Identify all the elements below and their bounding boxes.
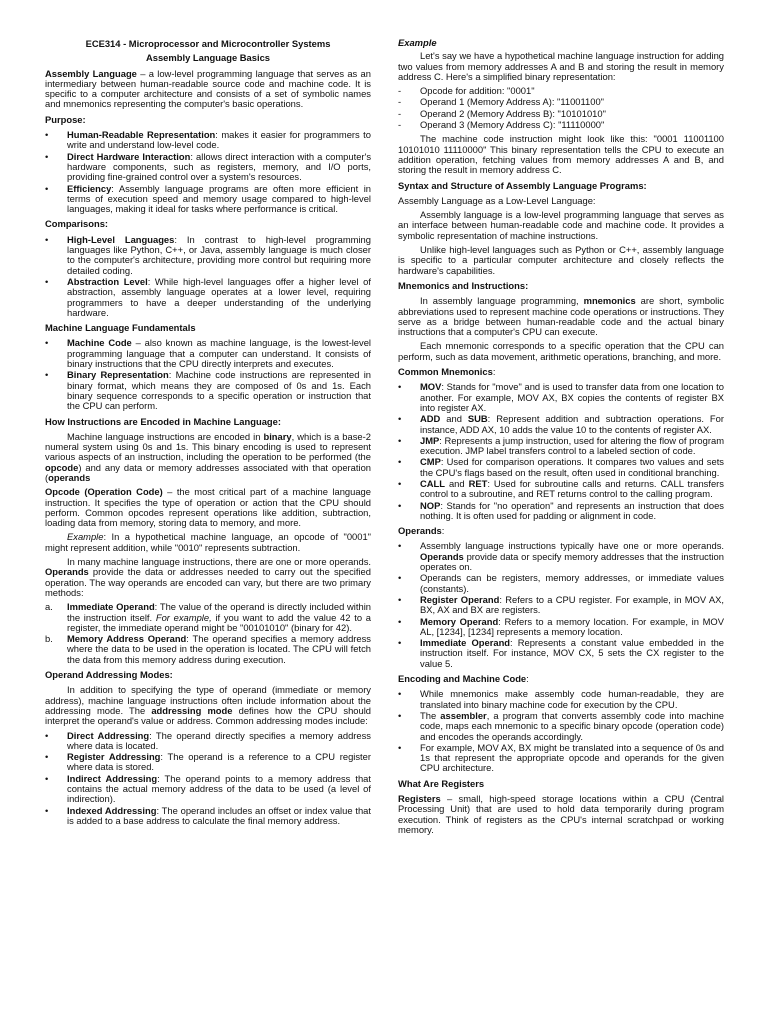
list-item: b. Memory Address Operand: The operand specifies a memory address where the data to be used in the operation is located. The CPU will fetch the data from this memory address during execution. — [45, 633, 371, 665]
document-title: ECE314 - Microprocessor and Microcontroller Systems — [85, 38, 331, 49]
list-item: • Abstraction Level: While high-level languages offer a higher level of abstraction, assembly language operates at a lower level, requiring programmers to have a deeper understanding of the underlying hardware. — [45, 275, 372, 318]
registers-heading: What Are Registers — [398, 777, 485, 789]
operand-methods-list — [45, 602, 371, 665]
example-paragraph: Let's say we have a hypothetical machine language instruction for adding two values from memory addresses A and B and storing the result in memory address C. Here's a simplified binary representation: — [398, 50, 724, 82]
mnemonics-paragraph-2: Each mnemonic corresponds to a specific operation that the CPU can perform, such as data movement, arithmetic operations, branching, and more. — [398, 340, 724, 362]
operands-paragraph: In many machine language instructions, there are one or more operands. Operands provide the data or addresses needed to carry out the specified operation. The way operands are encoded can vary, but there are two primary methods: — [45, 556, 371, 598]
list-item: • Machine Code – also known as machine language, is the lowest-level programming language that a computer can understand. It consists of binary instructions that the CPU directly interprets and executes. — [45, 337, 371, 370]
syntax-paragraph-1: Assembly language is a low-level programming language that serves as an interface between human-readable code and machine code. It provides a symbolic representation of machine instructions. — [398, 209, 724, 241]
list-item: • Efficiency: Assembly language programs are often more efficient in terms of execution speed and memory usage compared to high-level languages, making it ideal for tasks where performance is critical. — [45, 182, 371, 215]
purpose-heading: Purpose: — [45, 113, 86, 125]
syntax-subheading: Assembly Language as a Low-Level Language: — [398, 194, 596, 206]
registers-paragraph: Registers – small, high-speed storage locations within a CPU (Central Processing Unit) that are used to hold data temporarily during program execution. Think of registers as the CPU's internal scratchpad or working memory. — [398, 793, 724, 835]
list-item: • MOV: Stands for "move" and is used to transfer data from one location to another. For example, MOV AX, BX copies the contents of register BX into register AX. — [398, 381, 724, 413]
list-item: • While mnemonics make assembly code human-readable, they are translated into binary machine code for execution by the CPU. — [398, 688, 724, 710]
list-item: • JMP: Represents a jump instruction, used for altering the flow of program execution. JMP label transfers control to a labeled section of code. — [398, 434, 724, 457]
example-heading: Example — [398, 37, 437, 48]
operands-list — [398, 541, 724, 669]
list-item: • For example, MOV AX, BX might be translated into a sequence of 0s and 1s that represent the appropriate opcode and operands for the given CPU architecture. — [398, 741, 724, 774]
mnemonics-heading: Mnemonics and Instructions: — [398, 279, 529, 291]
addressing-modes-heading: Operand Addressing Modes: — [45, 669, 173, 681]
list-item: • Human-Readable Representation: makes it easier for programmers to write and understand low-level code. — [45, 129, 371, 151]
opcode-example-paragraph: Example: In a hypothetical machine language, an opcode of "0001" might represent addition, while "0010" represents subtraction. — [45, 531, 371, 553]
comparisons-heading: Comparisons: — [45, 218, 109, 230]
encoding-heading: How Instructions are Encoded in Machine Language: — [45, 415, 281, 427]
left-column — [45, 38, 371, 830]
common-mnemonics-heading: Common Mnemonics: — [398, 366, 496, 378]
list-item: • Assembly language instructions typically have one or more operands. Operands provide data or specify memory addresses that the instruction operates on. — [398, 540, 724, 573]
purpose-list — [45, 130, 371, 214]
list-item: • CALL and RET: Used for subroutine calls and returns. CALL transfers control to a subroutine, and RET returns control to the calling program. — [398, 477, 724, 500]
list-item: • Immediate Operand: Represents a constant value embedded in the instruction itself. For instance, MOV CX, 5 sets the CX register to the value 5. — [398, 637, 724, 669]
list-item: • ADD and SUB: Represent addition and subtraction operations. For instance, ADD AX, 10 adds the value 10 to the contents of register AX. — [398, 413, 724, 435]
machine-language-heading: Machine Language Fundamentals — [45, 322, 196, 334]
list-item: - Operand 2 (Memory Address B): "10101010" — [398, 107, 606, 119]
addressing-modes-paragraph: In addition to specifying the type of operand (immediate or memory address), machine language instructions often include information about the addressing mode. The addressing mode defines how the CPU should interpret the operand's value or address. Common addressing modes include: — [45, 684, 372, 727]
comparisons-list — [45, 235, 371, 318]
mnemonics-paragraph-1: In assembly language programming, mnemonics are short, symbolic abbreviations used to represent machine code operations or instructions. They serve as a bridge between human-readable code and the actual binary instructions that a computer's CPU can execute. — [398, 295, 725, 338]
list-item: • Indexed Addressing: The operand includes an offset or index value that is added to a base address to calculate the final memory address. — [45, 804, 371, 826]
common-mnemonics-list — [398, 382, 724, 521]
list-item: • Direct Hardware Interaction: allows direct interaction with a computer's hardware components, such as registers, memory, and I/O ports, providing fine-grained control over a system's resources. — [45, 150, 372, 183]
operand-dash-list — [398, 86, 724, 130]
list-item: • NOP: Stands for "no operation" and represents an instruction that does nothing. It is often used for padding or alignment in code. — [398, 499, 724, 521]
operands-heading: Operands: — [398, 525, 445, 537]
list-item: - Opcode for addition: "0001" — [398, 85, 535, 97]
list-item: • CMP: Used for comparison operations. It compares two values and sets the CPU's flags based on the result, often used in conditional branching. — [398, 456, 724, 478]
list-item: - Operand 3 (Memory Address C): "11110000" — [398, 119, 605, 131]
list-item: • The assembler, a program that converts assembly code into machine code, maps each mnemonic to a specific binary opcode (operation code) and encodes the operands accordingly. — [398, 709, 724, 742]
list-item: a. Immediate Operand: The value of the operand is directly included within the instruction itself. For example, if you want to add the value 42 to a register, the immediate operand might be "00101010" (binary for 42). — [45, 601, 371, 633]
list-item: • Indirect Addressing: The operand points to a memory address that contains the actual memory address of the data to be used (a level of indirection). — [45, 772, 371, 805]
addressing-modes-list — [45, 731, 371, 827]
list-item: • High-Level Languages: In contrast to high-level programming languages like Python, C++, or Java, assembly language is much closer to the computer's architecture, providing more control but requiring more detailed coding. — [45, 233, 371, 276]
syntax-paragraph-2: Unlike high-level languages such as Python or C++, assembly language is specific to a particular computer architecture and closely reflects the hardware's capabilities. — [398, 244, 724, 276]
list-item: • Register Operand: Refers to a CPU register. For example, in MOV AX, BX, AX and BX are registers. — [398, 593, 724, 616]
machine-language-list — [45, 338, 371, 411]
intro-paragraph: Assembly Language – a low-level programming language that serves as an intermediary between human-readable source code and machine code. It is specific to a computer architecture and consists of a set of symbolic names and mnemonics representing the computer's basic operations. — [45, 67, 371, 110]
list-item: - Operand 1 (Memory Address A): "11001100" — [398, 96, 605, 108]
list-item: • Binary Representation: Machine code instructions are represented in binary format, which means they are composed of 0s and 1s. Each binary sequence corresponds to a specific operation or instruction that the CPU can perform. — [45, 369, 372, 412]
encoding-paragraph: Machine language instructions are encoded in binary, which is a base-2 numeral system using 0s and 1s. This binary encoding is used to represent various aspects of an instruction, including the operation to be performed (the opcode) and any data or memory addresses associated with that operation (operands — [45, 430, 371, 483]
encoding-list — [398, 689, 724, 773]
right-column — [398, 38, 724, 839]
document-subtitle: Assembly Language Basics — [145, 52, 270, 64]
machine-code-paragraph: The machine code instruction might look like this: "0001 11001100 10101010 11110000" This binary representation tells the CPU to execute an addition operation, fetching values from memory addresses A and B, and storing the result in memory address C. — [398, 133, 724, 176]
opcode-paragraph: Opcode (Operation Code) – the most critical part of a machine language instruction. It specifies the type of operation or action that the CPU should perform. Common opcodes represent operations like addition, subtraction, loading data from memory, storing data to memory, and more. — [45, 486, 371, 529]
encoding-machine-code-heading: Encoding and Machine Code: — [398, 673, 529, 685]
list-item: • Operands can be registers, memory addresses, or immediate values (constants). — [398, 572, 724, 594]
list-item: • Memory Operand: Refers to a memory location. For example, in MOV AL, [1234], [1234] represents a memory location. — [398, 615, 724, 637]
list-item: • Direct Addressing: The operand directly specifies a memory address where data is located. — [45, 729, 371, 751]
syntax-heading: Syntax and Structure of Assembly Language Programs: — [398, 179, 647, 191]
list-item: • Register Addressing: The operand is a reference to a CPU register where data is stored. — [45, 751, 371, 773]
